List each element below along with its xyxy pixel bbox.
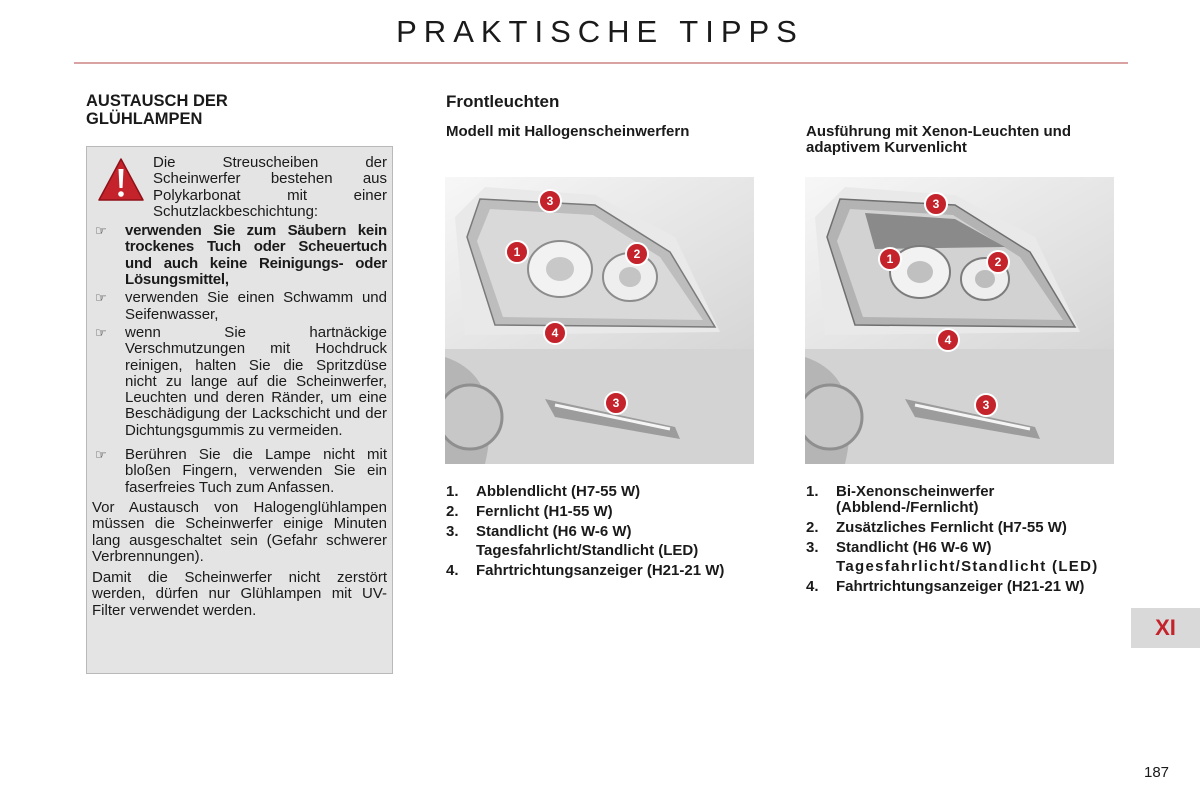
- warning-box: [86, 146, 393, 674]
- warning-bullet-text: wenn Sie hartnäckige Verschmutzungen mit Hochdruck reinigen, halten Sie die Spritzdüse nicht zu lange auf die Scheinwerfer, Leuchten und deren Ränder, um eine Beschädigung der Lackschicht und der Dichtungsgummis zu vermeiden.: [125, 323, 387, 439]
- warning-bullet-text: Berühren Sie die Lampe nicht mit bloßen Fingern, verwenden Sie ein faserfreies Tuch zum Anfassen.: [125, 446, 387, 496]
- list-item-extra: Tagesfahrlicht/Standlicht (LED): [476, 542, 699, 559]
- warning-paragraph: Vor Austausch von Halogenglühlampen müssen die Scheinwerfer einige Minuten lang ausgeschaltet sein (Gefahr schwerer Verbrennungen).: [92, 498, 387, 565]
- list-item-number: 3.: [806, 539, 819, 556]
- list-item-label: Fernlicht (H1-55 W): [476, 503, 613, 520]
- warning-intro: Die Streuscheiben der Scheinwerfer bestehen aus Polykarbonat mit einer Schutzlackbeschichtung:: [153, 154, 387, 220]
- warning-bullet-text: verwenden Sie einen Schwamm und Seifenwasser,: [125, 289, 387, 323]
- list-item-label: Fahrtrichtungsanzeiger (H21-21 W): [476, 562, 725, 579]
- pointing-hand-icon: ☞: [95, 290, 107, 306]
- section-heading: AUSTAUSCH DER GLÜHLAMPEN: [86, 92, 228, 128]
- pointing-hand-icon: ☞: [95, 447, 107, 463]
- pointing-hand-icon: ☞: [95, 223, 107, 239]
- list-item: [806, 484, 1126, 516]
- callout-label: 4: [944, 333, 952, 347]
- xenon-headlight-photo: [805, 177, 1114, 464]
- title-divider: [74, 62, 1128, 64]
- callout-label: 2: [994, 255, 1002, 269]
- warning-bullet: [92, 325, 387, 439]
- page-title: PRAKTISCHE TIPPS: [396, 14, 804, 49]
- list-item-label: Standlicht (H6 W-6 W): [476, 523, 632, 540]
- list-item-label: Bi-Xenonscheinwerfer (Abblend-/Fernlicht): [836, 483, 995, 516]
- list-item-number: 2.: [446, 503, 459, 520]
- list-item-number: 1.: [806, 483, 819, 500]
- chapter-tab: XI: [1131, 608, 1200, 648]
- list-item-number: 3.: [446, 523, 459, 540]
- list-item: [806, 579, 1126, 595]
- warning-bullet: [92, 223, 387, 288]
- list-item-label: Fahrtrichtungsanzeiger (H21-21 W): [836, 578, 1085, 595]
- callout-label: 3: [982, 398, 990, 412]
- list-item: [806, 520, 1126, 536]
- callout-label: 2: [633, 247, 641, 261]
- page-number: 187: [1144, 764, 1170, 781]
- callout-label: 1: [513, 245, 521, 259]
- list-item: [446, 563, 776, 579]
- halogen-subheading: Modell mit Hallogenscheinwerfern: [446, 123, 690, 140]
- callout-label: 1: [886, 252, 894, 266]
- list-item-number: 4.: [446, 562, 459, 579]
- front-lights-heading: Frontleuchten: [446, 92, 560, 111]
- callout-label: 3: [546, 194, 554, 208]
- halogen-headlight-photo: [445, 177, 754, 464]
- warning-bullet: [92, 290, 387, 323]
- warning-bullet: [92, 447, 387, 496]
- callout-label: 4: [551, 326, 559, 340]
- xenon-bulb-list: [806, 484, 1126, 599]
- warning-paragraph: Damit die Scheinwerfer nicht zerstört werden, dürfen nur Glühlampen mit UV-Filter verwendet werden.: [92, 569, 387, 619]
- list-item-label: Zusätzliches Fernlicht (H7-55 W): [836, 519, 1067, 536]
- pointing-hand-icon: ☞: [95, 324, 107, 340]
- list-item-label: Standlicht (H6 W-6 W): [836, 539, 992, 556]
- list-item: [446, 504, 776, 520]
- warning-bullet-text: verwenden Sie zum Säubern kein trockenes Tuch oder Scheuertuch und auch keine Reinigungs- oder Lösungsmittel,: [125, 222, 387, 289]
- list-item: [446, 484, 776, 500]
- halogen-bulb-list: [446, 484, 776, 583]
- list-item-extra: Tagesfahrlicht/Standlicht (LED): [836, 558, 1099, 575]
- callout-label: 3: [612, 396, 620, 410]
- list-item-label: Abblendlicht (H7-55 W): [476, 483, 641, 500]
- list-item-number: 1.: [446, 483, 459, 500]
- callout-label: 3: [932, 197, 940, 211]
- warning-triangle-icon: [97, 157, 145, 203]
- list-item-number: 2.: [806, 519, 819, 536]
- list-item: [446, 524, 776, 540]
- xenon-subheading: Ausführung mit Xenon-Leuchten und adaptivem Kurvenlicht: [806, 123, 1071, 156]
- list-item: [806, 540, 1126, 556]
- list-item-number: 4.: [806, 578, 819, 595]
